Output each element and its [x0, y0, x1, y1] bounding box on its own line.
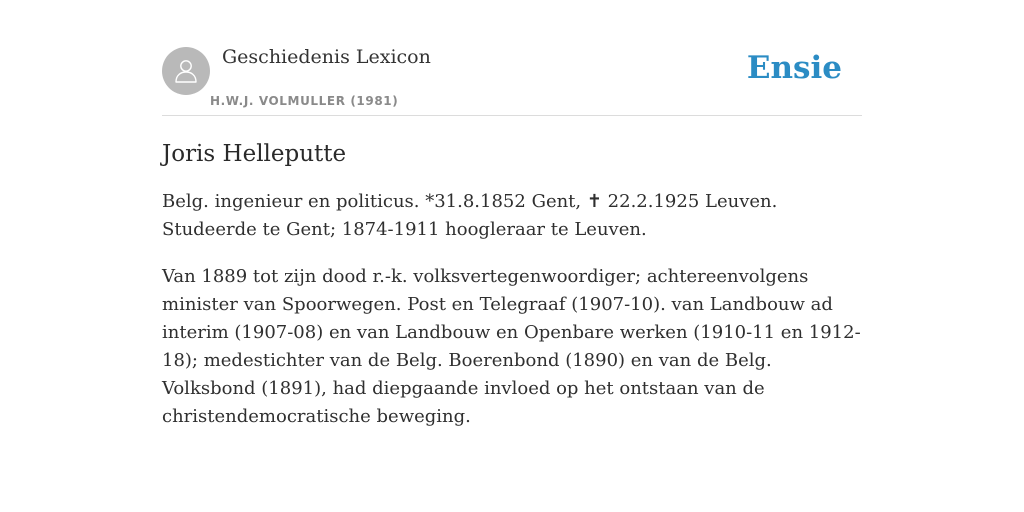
source-header [162, 44, 862, 116]
user-icon [171, 56, 201, 86]
article-title: Joris Helleputte [162, 141, 347, 167]
source-author: H.W.J. VOLMULLER (1981) [210, 94, 399, 108]
avatar[interactable] [162, 47, 210, 95]
article-paragraph: Belg. ingenieur en politicus. *31.8.1852 Gent, ✝ 22.2.1925 Leuven. Studeerde te Gent; 1874-1911 hoogleraar te Leuven. [162, 191, 778, 240]
source-title[interactable]: Geschiedenis Lexicon [222, 46, 431, 68]
brand-logo[interactable]: Ensie [746, 50, 842, 86]
article [162, 138, 862, 450]
article-paragraph: Van 1889 tot zijn dood r.-k. volksvertegenwoordiger; achtereenvolgens minister van Spoorwegen. Post en Telegraaf (1907-10). van Landbouw ad interim (1907-08) en van Landbouw en Openbare werken (1910-11 en 1912-18); medestichter van de Belg. Boerenbond (1890) en van de Belg. Volksbond (1891), had diepgaande invloed op het ontstaan van de christendemocratische beweging. [162, 266, 861, 427]
